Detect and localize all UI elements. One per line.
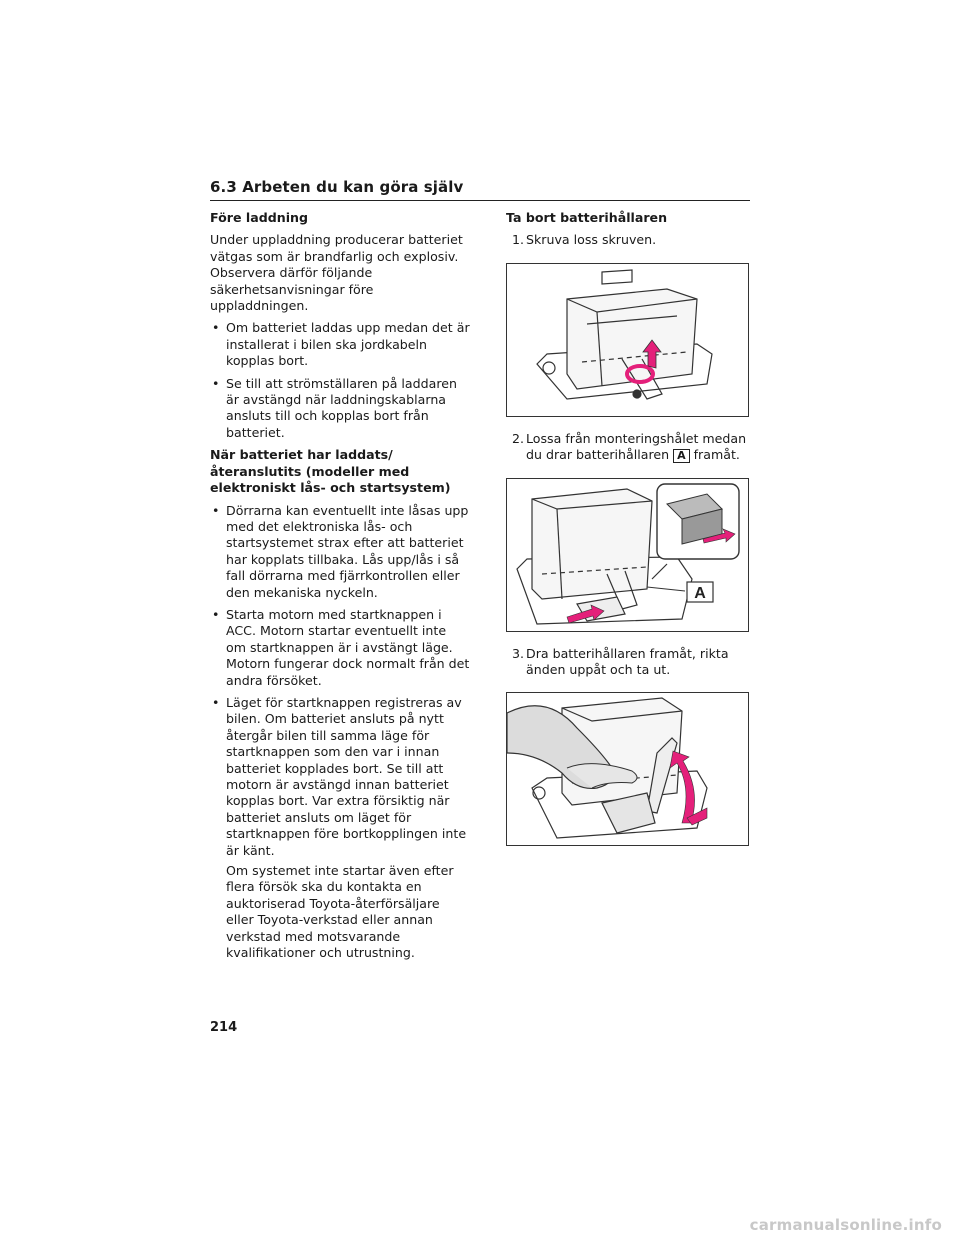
heading-after-charging: När batteriet har laddats/återanslutits (modeller med elektroniskt lås- och startsystem): [210, 447, 451, 496]
figure-label-a: A: [694, 584, 706, 602]
inset-detail: [652, 484, 739, 579]
bullet-glyph: •: [212, 694, 220, 710]
list-item: • Dörrarna kan eventuellt inte låsas upp med det elektroniska lås- och startsystemet strax efter att batteriet har kopplats tillbaka. Lås upp/lås i så fall dörrarna med fjärrkontrollen eller den mekaniska nyckeln.: [212, 502, 469, 600]
continuation-paragraph: Om systemet inte startar även efter flera försök ska du kontakta en auktoriserad Toyota-återförsäljare eller Toyota-verkstad eller annan verkstad med motsvarande kvalifikationer och utrustning.: [226, 863, 454, 961]
watermark: carmanualsonline.info: [749, 1216, 942, 1234]
page-number: 214: [210, 1020, 238, 1035]
left-column: [210, 210, 470, 967]
bullet-glyph: •: [212, 320, 220, 336]
figure-unscrew: [506, 263, 749, 417]
step-2: 2. Lossa från monteringshålet medan du drar batterihållaren A framåt.: [512, 430, 747, 463]
battery-illustration-3: [507, 693, 748, 845]
bullet-glyph: •: [212, 606, 220, 622]
list-item: • Läget för startknappen registreras av bilen. Om batteriet ansluts på nytt återgår bilen till samma läge för startknappen som den var i innan batteriet kopplades bort. Se till att motorn är avstängd innan batteriet kopplas bort. Var extra försiktig när batteriet ansluts om läget för startknappen före bortkopplingen inte är känt.: [212, 694, 467, 858]
heading-before-charging: Före laddning: [210, 210, 308, 225]
battery-illustration-1: [507, 264, 748, 416]
reconnect-bullets: [210, 503, 470, 860]
step-3: 3. Dra batterihållaren framåt, rikta änden uppåt och ta ut.: [512, 645, 729, 678]
figure-remove-holder: [506, 692, 749, 846]
steps-list: [506, 431, 756, 464]
charging-bullets: [210, 320, 470, 441]
bullet-glyph: •: [212, 375, 220, 391]
figure-pull-holder: [506, 478, 749, 632]
list-item: • Om batteriet laddas upp medan det är installerat i bilen ska jordkabeln kopplas bort.: [212, 320, 470, 369]
bullet-glyph: •: [212, 502, 220, 518]
step-1: 1. Skruva loss skruven.: [512, 232, 657, 248]
intro-paragraph: Under uppladdning producerar batteriet vätgas som är brandfarlig och explosiv. Observera därför följande säkerhetsanvisningar före uppladdningen.: [210, 232, 463, 314]
battery-illustration-2: [507, 479, 748, 631]
label-a: A: [673, 449, 690, 463]
list-item: • Se till att strömställaren på laddaren är avstängd när laddningskablarna ansluts till och kopplas bort från batteriet.: [212, 375, 457, 440]
steps-list: [506, 646, 756, 679]
steps-list: [506, 232, 756, 248]
section-header: 6.3 Arbeten du kan göra själv: [210, 178, 750, 201]
heading-remove-holder: Ta bort batterihållaren: [506, 210, 668, 225]
right-column: [506, 210, 756, 860]
list-item: • Starta motorn med startknappen i ACC. Motorn startar eventuellt inte om startknappen är i avstängt läge. Motorn fungerar dock normalt från det andra försöket.: [212, 606, 470, 688]
